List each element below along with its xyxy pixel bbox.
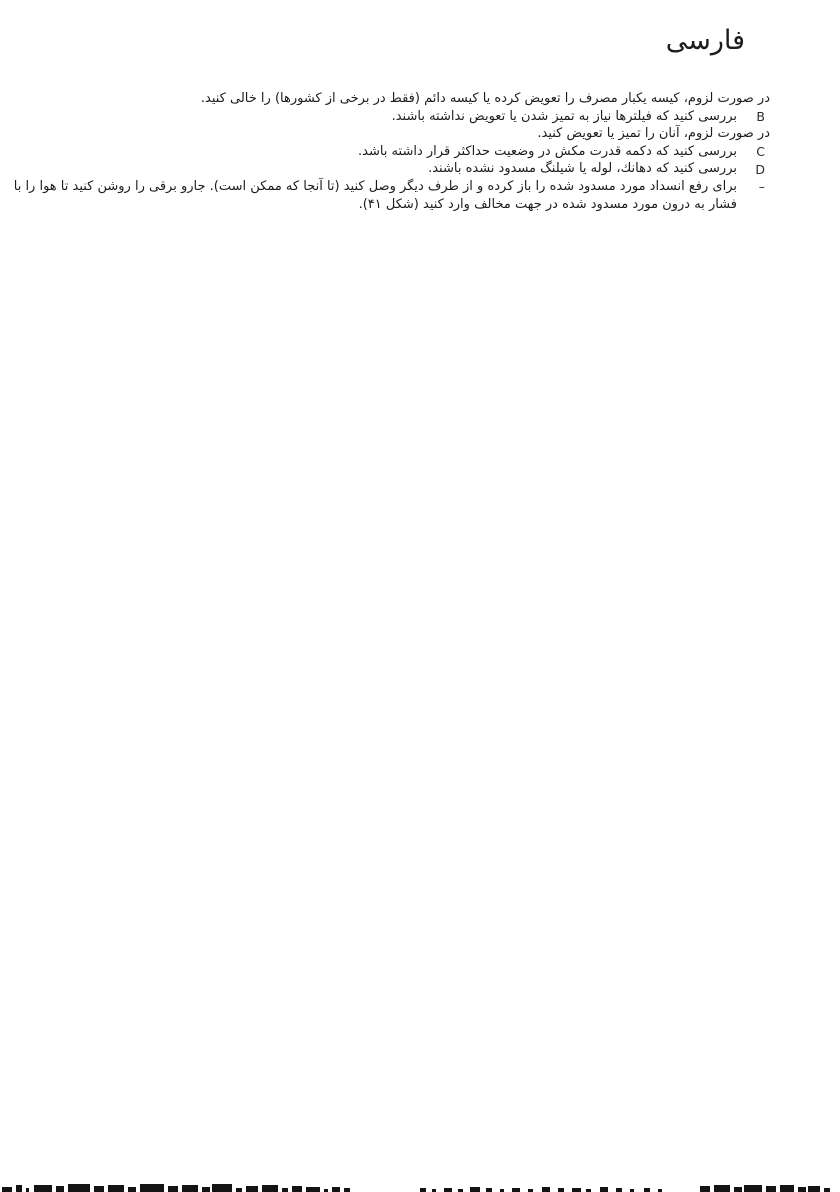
language-section-header: فارسی: [665, 25, 745, 56]
instruction-text: بررسی کنید که فیلترها نیاز به تمیز شدن یا تعویض نداشته باشند.: [391, 108, 737, 124]
item-marker-dash: –: [758, 179, 765, 195]
instruction-text: برای رفع انسداد مورد مسدود شده را باز کرده و از طرف دیگر وصل کنید (تا آنجا که ممکن است). جارو برقی را روشن کنید تا هوا را با: [13, 178, 737, 194]
instruction-text: بررسی کنید که دکمه قدرت مکش در وضعیت حداکثر قرار داشته باشد.: [358, 143, 737, 159]
cut-text-artifact: [0, 1180, 840, 1192]
item-marker-d: D: [755, 161, 765, 177]
instructions-paragraph: [13, 90, 770, 213]
instruction-line: در صورت لزوم، کیسه یکبار مصرف را تعویض کرده یا کیسه دائم (فقط در برخی از کشورها) را خالی کنید.: [200, 91, 770, 106]
instruction-item-c: [58, 143, 770, 161]
item-marker-c: C: [756, 144, 765, 160]
instruction-line: در صورت لزوم، آنان را تمیز یا تعویض کنید.: [537, 126, 770, 142]
instruction-item-dash: [13, 178, 770, 196]
item-marker-b: B: [756, 109, 765, 125]
instruction-continuation-line: فشار به درون مورد مسدود شده در جهت مخالف وارد کنید (شکل ۴۱).: [358, 196, 737, 212]
instruction-item-b: [58, 108, 770, 126]
instruction-text: بررسی کنید که دهانك، لوله یا شیلنگ مسدود نشده باشند.: [428, 161, 737, 177]
instruction-item-d: [58, 160, 770, 178]
